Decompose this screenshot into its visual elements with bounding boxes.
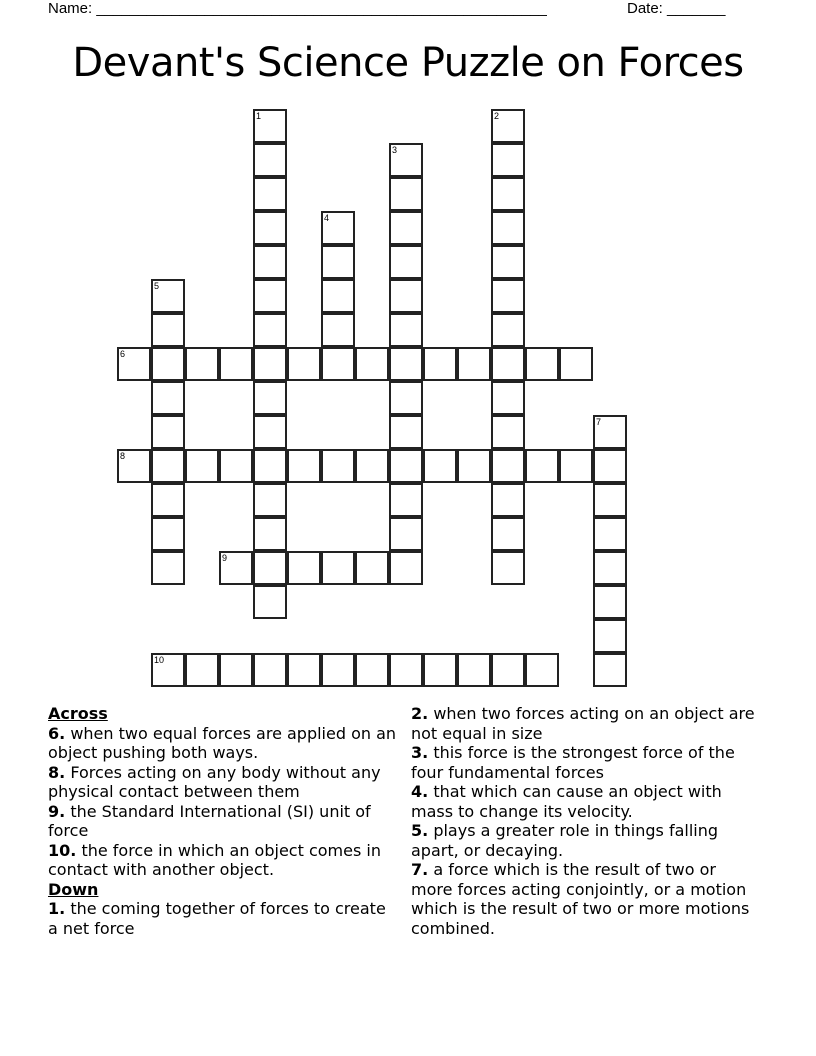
grid-cell[interactable] <box>491 245 525 279</box>
date-blank: _______ <box>667 0 726 17</box>
clue-text: plays a greater role in things falling apart, or decaying. <box>411 821 719 860</box>
clue-number: 10 <box>154 655 165 665</box>
grid-cell[interactable] <box>253 177 287 211</box>
grid-cell[interactable] <box>355 347 389 381</box>
grid-cell[interactable] <box>593 619 627 653</box>
grid-cell[interactable] <box>491 109 525 143</box>
grid-cell[interactable] <box>151 483 185 517</box>
clue-number: 2. <box>411 704 429 723</box>
grid-cell[interactable] <box>321 245 355 279</box>
grid-cell[interactable] <box>389 313 423 347</box>
grid-cell[interactable] <box>525 449 559 483</box>
grid-cell[interactable] <box>491 517 525 551</box>
grid-cell[interactable] <box>559 347 593 381</box>
grid-cell[interactable] <box>389 415 423 449</box>
grid-cell[interactable] <box>491 449 525 483</box>
clues-left-column <box>48 704 398 938</box>
grid-cell[interactable] <box>253 245 287 279</box>
grid-cell[interactable] <box>389 211 423 245</box>
grid-cell[interactable] <box>491 279 525 313</box>
grid-cell[interactable] <box>219 551 253 585</box>
grid-cell[interactable] <box>491 415 525 449</box>
grid-cell[interactable] <box>253 347 287 381</box>
grid-cell[interactable] <box>491 653 525 687</box>
grid-cell[interactable] <box>287 551 321 585</box>
grid-cell[interactable] <box>559 449 593 483</box>
grid-cell[interactable] <box>253 211 287 245</box>
clue-number: 8. <box>48 762 66 782</box>
grid-cell[interactable] <box>355 653 389 687</box>
clue-number: 5 <box>154 281 160 291</box>
grid-cell[interactable] <box>253 449 287 483</box>
grid-cell[interactable] <box>185 653 219 687</box>
grid-cell[interactable] <box>117 449 151 483</box>
grid-cell[interactable] <box>253 143 287 177</box>
grid-cell[interactable] <box>389 347 423 381</box>
grid-cell[interactable] <box>491 313 525 347</box>
grid-cell[interactable] <box>185 449 219 483</box>
grid-cell[interactable] <box>321 313 355 347</box>
clue-item <box>411 782 761 821</box>
clue-number: 4. <box>411 782 429 801</box>
grid-cell[interactable] <box>287 347 321 381</box>
clue-number: 6 <box>120 349 126 359</box>
grid-cell[interactable] <box>185 347 219 381</box>
name-field[interactable] <box>48 0 547 17</box>
grid-cell[interactable] <box>253 109 287 143</box>
name-blank: ______________________________________________________ <box>96 0 547 17</box>
clue-item <box>48 724 398 763</box>
grid-cell[interactable] <box>389 551 423 585</box>
clue-item <box>411 821 761 860</box>
clue-item <box>48 841 398 880</box>
across-heading: Across <box>48 704 108 723</box>
date-field[interactable] <box>627 0 725 17</box>
clue-text: this force is the strongest force of the four fundamental forces <box>411 743 735 782</box>
grid-cell[interactable] <box>457 653 491 687</box>
clue-number: 10. <box>48 840 77 860</box>
clues-right-column <box>411 704 761 938</box>
grid-cell[interactable] <box>593 415 627 449</box>
grid-cell[interactable] <box>491 211 525 245</box>
grid-cell[interactable] <box>321 551 355 585</box>
grid-cell[interactable] <box>389 143 423 177</box>
grid-cell[interactable] <box>151 279 185 313</box>
grid-cell[interactable] <box>491 143 525 177</box>
clue-item <box>48 763 398 802</box>
grid-cell[interactable] <box>389 517 423 551</box>
clue-text: when two forces acting on an object are not equal in size <box>411 704 755 743</box>
grid-cell[interactable] <box>389 381 423 415</box>
grid-cell[interactable] <box>321 347 355 381</box>
grid-cell[interactable] <box>219 347 253 381</box>
grid-cell[interactable] <box>593 653 627 687</box>
clue-number: 8 <box>120 451 126 461</box>
clue-text: a force which is the result of two or more forces acting conjointly, or a motion which is the result of two or more motions combined. <box>411 860 750 938</box>
grid-cell[interactable] <box>253 585 287 619</box>
grid-cell[interactable] <box>389 245 423 279</box>
grid-cell[interactable] <box>423 347 457 381</box>
grid-cell[interactable] <box>253 279 287 313</box>
clue-number: 7 <box>596 417 602 427</box>
grid-cell[interactable] <box>151 347 185 381</box>
grid-cell[interactable] <box>321 211 355 245</box>
grid-cell[interactable] <box>287 653 321 687</box>
grid-cell[interactable] <box>457 449 491 483</box>
clue-number: 3 <box>392 145 398 155</box>
grid-cell[interactable] <box>525 653 559 687</box>
grid-cell[interactable] <box>491 347 525 381</box>
clue-number: 2 <box>494 111 500 121</box>
clue-number: 4 <box>324 213 330 223</box>
clue-text: the coming together of forces to create a net force <box>48 899 386 938</box>
grid-cell[interactable] <box>253 415 287 449</box>
down-heading: Down <box>48 879 99 899</box>
grid-cell[interactable] <box>151 449 185 483</box>
clue-text: the force in which an object comes in contact with another object. <box>48 840 381 879</box>
clue-number: 7. <box>411 860 429 879</box>
clue-number: 1. <box>48 899 66 918</box>
grid-cell[interactable] <box>151 381 185 415</box>
grid-cell[interactable] <box>593 449 627 483</box>
grid-cell[interactable] <box>321 653 355 687</box>
clue-number: 9. <box>48 801 66 821</box>
clue-item <box>48 802 398 841</box>
grid-cell[interactable] <box>253 517 287 551</box>
grid-cell[interactable] <box>491 381 525 415</box>
clue-item <box>411 743 761 782</box>
grid-cell[interactable] <box>491 177 525 211</box>
grid-cell[interactable] <box>593 483 627 517</box>
name-label: Name: <box>48 0 93 17</box>
grid-cell[interactable] <box>219 449 253 483</box>
clue-text: that which can cause an object with mass to change its velocity. <box>411 782 722 821</box>
grid-cell[interactable] <box>355 551 389 585</box>
grid-cell[interactable] <box>355 449 389 483</box>
grid-cell[interactable] <box>151 551 185 585</box>
clue-text: the Standard International (SI) unit of force <box>48 801 371 840</box>
grid-cell[interactable] <box>593 585 627 619</box>
grid-cell[interactable] <box>287 449 321 483</box>
clue-text: Forces acting on any body without any physical contact between them <box>48 762 381 801</box>
clue-item <box>411 704 761 743</box>
grid-cell[interactable] <box>389 483 423 517</box>
grid-cell[interactable] <box>491 483 525 517</box>
grid-cell[interactable] <box>593 551 627 585</box>
grid-cell[interactable] <box>253 551 287 585</box>
grid-cell[interactable] <box>321 279 355 313</box>
grid-cell[interactable] <box>525 347 559 381</box>
grid-cell[interactable] <box>389 449 423 483</box>
clue-item <box>48 899 398 938</box>
grid-cell[interactable] <box>253 313 287 347</box>
grid-cell[interactable] <box>389 279 423 313</box>
clue-number: 9 <box>222 553 228 563</box>
clue-text: when two equal forces are applied on an object pushing both ways. <box>48 723 397 762</box>
clue-item <box>411 860 761 938</box>
clue-number: 3. <box>411 743 429 762</box>
grid-cell[interactable] <box>253 653 287 687</box>
grid-cell[interactable] <box>389 653 423 687</box>
grid-cell[interactable] <box>151 415 185 449</box>
grid-cell[interactable] <box>593 517 627 551</box>
grid-cell[interactable] <box>219 653 253 687</box>
date-label: Date: <box>627 0 663 17</box>
grid-cell[interactable] <box>151 653 185 687</box>
grid-cell[interactable] <box>321 449 355 483</box>
grid-cell[interactable] <box>253 483 287 517</box>
grid-cell[interactable] <box>151 517 185 551</box>
clue-number: 1 <box>256 111 262 121</box>
grid-cell[interactable] <box>253 381 287 415</box>
clue-number: 6. <box>48 723 66 743</box>
grid-cell[interactable] <box>117 347 151 381</box>
clue-number: 5. <box>411 821 429 840</box>
grid-cell[interactable] <box>491 551 525 585</box>
grid-cell[interactable] <box>457 347 491 381</box>
grid-cell[interactable] <box>423 653 457 687</box>
grid-cell[interactable] <box>423 449 457 483</box>
page-title: Devant's Science Puzzle on Forces <box>72 40 744 86</box>
grid-cell[interactable] <box>389 177 423 211</box>
grid-cell[interactable] <box>151 313 185 347</box>
